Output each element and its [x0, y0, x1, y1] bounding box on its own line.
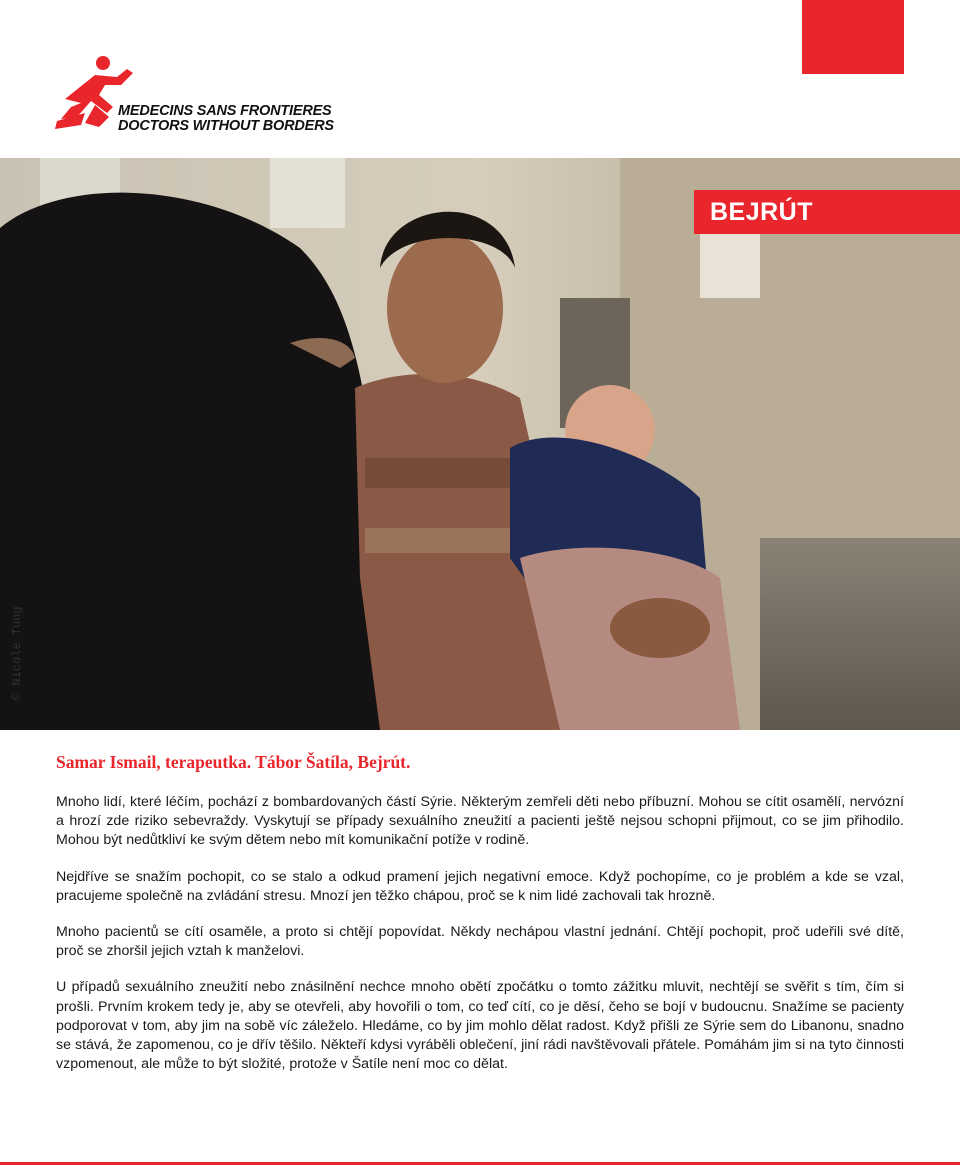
msf-logo-text — [118, 104, 334, 134]
bottom-rule — [0, 1162, 960, 1165]
photo-illustration — [0, 158, 960, 730]
logo-line-1: MEDECINS SANS FRONTIERES — [118, 103, 332, 119]
photo-credit: © Nicole Tung — [10, 606, 24, 700]
paragraph: Mnoho lidí, které léčím, pochází z bombardovaných částí Sýrie. Některým zemřeli děti nebo příbuzní. Mohou se cítit osamělí, nervózní a hrozí zde riziko sebevraždy. Vyskytují se případy sexuálního zneužití a pacienti ještě nejsou schopni přijmout, co se jim přihodilo. Mohou být nedůtkliví ke svým dětem nebo mít komunikační potíže v rodině. — [56, 794, 904, 849]
paragraph: Mnoho pacientů se cítí osaměle, a proto si chtějí popovídat. Někdy nechápou vlastní jednání. Chtějí pochopit, proč udeřili své dítě, proč se zhoršil jejich vztah k manželovi. — [56, 924, 904, 960]
hero-photo — [0, 158, 960, 730]
logo-line-2: DOCTORS WITHOUT BORDERS — [118, 118, 334, 134]
corner-accent-block — [802, 0, 904, 74]
photo-caption: Samar Ismail, terapeutka. Tábor Šatíla, Bejrút. — [56, 752, 411, 772]
paragraph: Nejdříve se snažím pochopit, co se stalo a odkud pramení jejich negativní emoce. Když pochopíme, co je problém a kde se vzal, pracujeme společně na zvládání stresu. Mnozí jen těžko chápou, proč se k nim lidé zachovali tak hrozně. — [56, 868, 904, 904]
paragraph: U případů sexuálního zneužití nebo znásilnění nechce mnoho obětí zpočátku o tomto zážitku mluvit, nechtějí se svěřit s tím, čím si prošli. Prvním krokem tedy je, aby se otevřeli, aby hovořili o tom, co teď cítí, co je děsí, čeho se bojí v budoucnu. Snažíme se pacienty podporovat v tom, aby jim na sobě víc záleželo. Hledáme, co by jim mohlo dělat radost. Když přišli ze Sýrie sem do Libanonu, snadno se stává, že zapomenou, co je dřív těšilo. Někteří kdysi vyráběli oblečení, jiní rádi navštěvovali přátele. Pomáhám jim si na tyto činnosti vzpomenout, ale může to být složité, protože v Šatíle není moc co dělat. — [56, 979, 904, 1073]
city-tag: BEJRÚT — [694, 190, 960, 234]
article-body — [56, 793, 904, 1091]
